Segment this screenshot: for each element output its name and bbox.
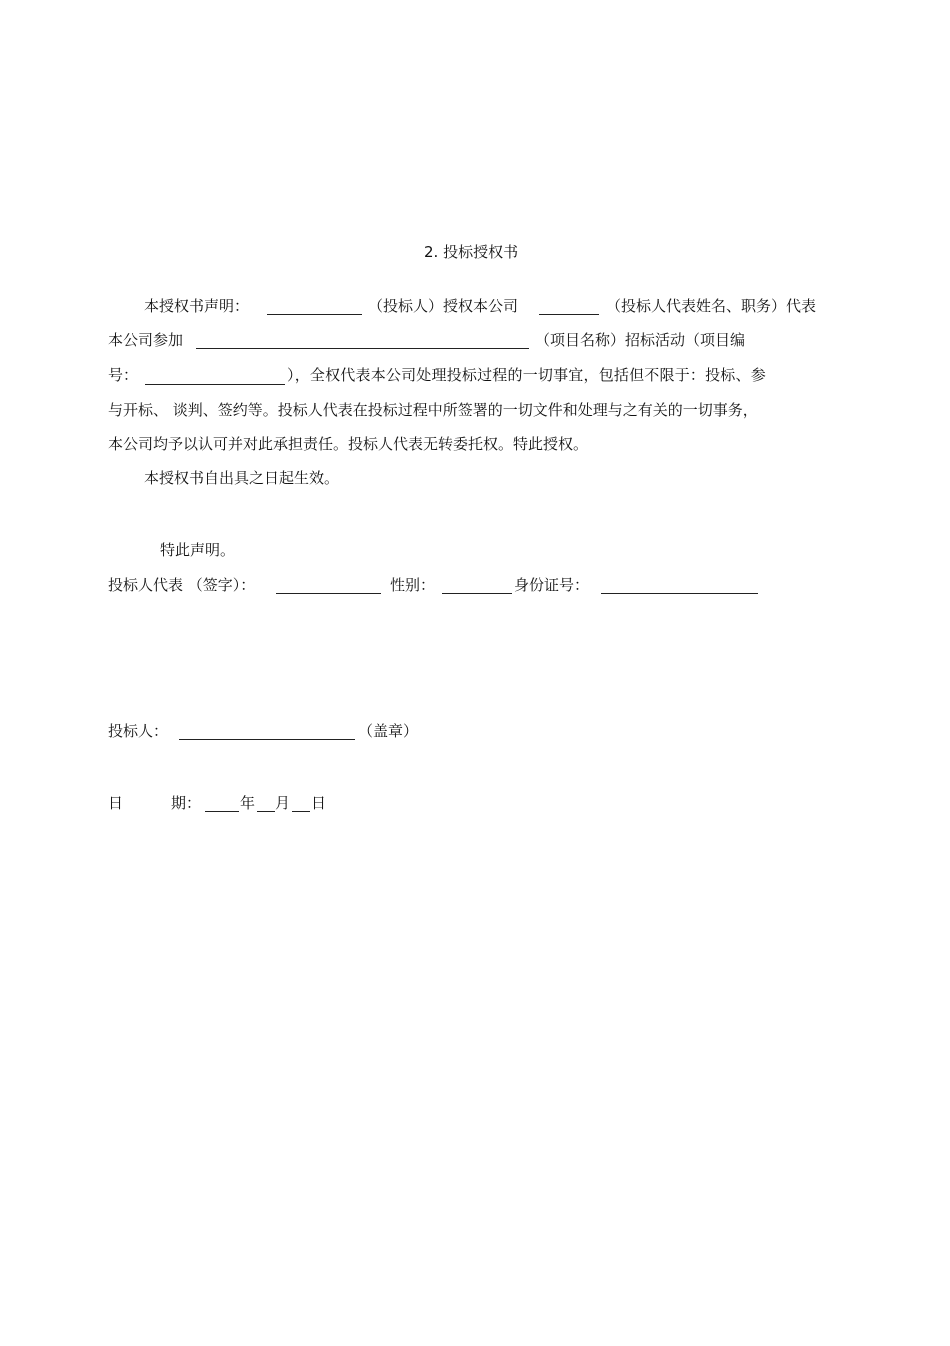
representative-signature-blank [276, 593, 381, 594]
paragraph-line-1-end: （投标人代表姓名、职务）代表 [606, 297, 817, 315]
date-label-char: 日 [108, 794, 124, 812]
representative-signature-label: 投标人代表 （签字）： [108, 576, 256, 594]
year-blank [205, 811, 239, 812]
stamp-label: （盖章） [358, 722, 419, 740]
bidder-stamp-blank [179, 739, 355, 740]
paragraph-line-1-mid: （投标人）授权本公司 [368, 297, 519, 315]
representative-name-blank [539, 314, 599, 315]
paragraph-line-6: 本授权书自出具之日起生效。 [144, 469, 340, 487]
project-name-blank [196, 348, 529, 349]
date-label-suffix: 期： [171, 794, 202, 812]
paragraph-line-2-end: （项目名称）招标活动（项目编 [535, 331, 746, 349]
paragraph-line-2-prefix: 本公司参加 [108, 331, 184, 349]
declaration-text: 特此声明。 [160, 541, 236, 559]
paragraph-line-1-prefix: 本授权书声明： [144, 297, 250, 315]
gender-label: 性别： [390, 576, 436, 594]
id-number-blank [601, 593, 758, 594]
paragraph-line-3-prefix: 号： [108, 366, 139, 384]
project-number-blank [145, 384, 285, 385]
month-blank [257, 811, 275, 812]
month-label: 月 [275, 794, 291, 812]
paragraph-line-4: 与开标、 谈判、签约等。投标人代表在投标过程中所签署的一切文件和处理与之有关的一切事务， [108, 401, 758, 419]
paragraph-line-5: 本公司均予以认可并对此承担责任。投标人代表无转委托权。特此授权。 [108, 435, 589, 453]
document-title: 2. 投标授权书 [424, 243, 519, 261]
bidder-label: 投标人： [108, 722, 169, 740]
bidder-name-blank [267, 314, 362, 315]
paragraph-line-3-end: ），全权代表本公司处理投标过程的一切事宜，包括但不限于：投标、参 [287, 366, 766, 384]
day-blank [292, 811, 310, 812]
year-label: 年 [240, 794, 256, 812]
gender-blank [442, 593, 512, 594]
id-number-label: 身份证号： [514, 576, 590, 594]
day-label: 日 [311, 794, 327, 812]
